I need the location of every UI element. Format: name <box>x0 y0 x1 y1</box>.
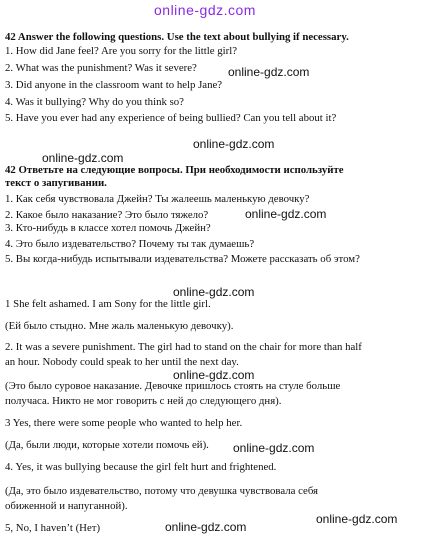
watermark: online-gdz.com <box>245 207 327 221</box>
watermark: online-gdz.com <box>316 512 398 526</box>
en-question-3: 3. Did anyone in the classroom want to help Jane? <box>5 79 223 91</box>
ru-heading-line1: 42 Ответьте на следующие вопросы. При необходимости используйте <box>5 164 344 176</box>
watermark: online-gdz.com <box>228 65 310 79</box>
answer-1: 1 She felt ashamed. I am Sony for the little girl. <box>5 298 211 310</box>
watermark: online-gdz.com <box>233 441 315 455</box>
ru-question-2: 2. Какое было наказание? Это было тяжело? <box>5 209 209 221</box>
answer-4-ru-line1: (Да, это было издевательство, потому что девушка чувствовала себя <box>5 485 319 497</box>
answer-4-ru-line2: обиженной и напуганной). <box>5 500 128 512</box>
ru-question-5: 5. Вы когда-нибудь испытывали издевательства? Можете рассказать об этом? <box>5 253 360 265</box>
answer-4: 4. Yes, it was bullying because the girl felt hurt and frightened. <box>5 461 277 473</box>
ru-question-4: 4. Это было издевательство? Почему ты так думаешь? <box>5 238 255 250</box>
en-question-2: 2. What was the punishment? Was it severe? <box>5 62 197 74</box>
answer-2-line2: an hour. Nobody could speak to her until the next day. <box>5 356 239 368</box>
watermark: online-gdz.com <box>42 151 124 165</box>
watermark-top: online-gdz.com <box>154 2 256 18</box>
answer-1-ru: (Ей было стыдно. Мне жаль маленькую девочку). <box>5 320 234 332</box>
en-question-1: 1. How did Jane feel? Are you sorry for the little girl? <box>5 45 238 57</box>
answer-5: 5, No, I haven’t (Нет) <box>5 522 101 534</box>
answer-2-ru-line1: (Это было суровое наказание. Девочке пришлось стоять на стуле больше <box>5 380 341 392</box>
ru-question-1: 1. Как себя чувствовала Джейн? Ты жалеешь маленькую девочку? <box>5 193 310 205</box>
answer-2-line1: 2. It was a severe punishment. The girl had to stand on the chair for more than half <box>5 341 362 353</box>
ru-heading-line2: текст о запугивании. <box>5 177 107 189</box>
watermark: online-gdz.com <box>165 520 247 534</box>
watermark: online-gdz.com <box>173 285 255 299</box>
answer-3-ru: (Да, были люди, которые хотели помочь ей). <box>5 439 209 451</box>
answer-2-ru-line2: получаса. Никто не мог говорить с ней до следующего дня). <box>5 395 282 407</box>
watermark: online-gdz.com <box>173 368 255 382</box>
en-question-5: 5. Have you ever had any experience of being bullied? Can you tell about it? <box>5 112 337 124</box>
answer-3: 3 Yes, there were some people who wanted to help her. <box>5 417 243 429</box>
watermark: online-gdz.com <box>193 137 275 151</box>
en-question-4: 4. Was it bullying? Why do you think so? <box>5 96 184 108</box>
en-heading: 42 Answer the following questions. Use the text about bullying if necessary. <box>5 31 349 43</box>
ru-question-3: 3. Кто-нибудь в классе хотел помочь Джейн? <box>5 222 211 234</box>
